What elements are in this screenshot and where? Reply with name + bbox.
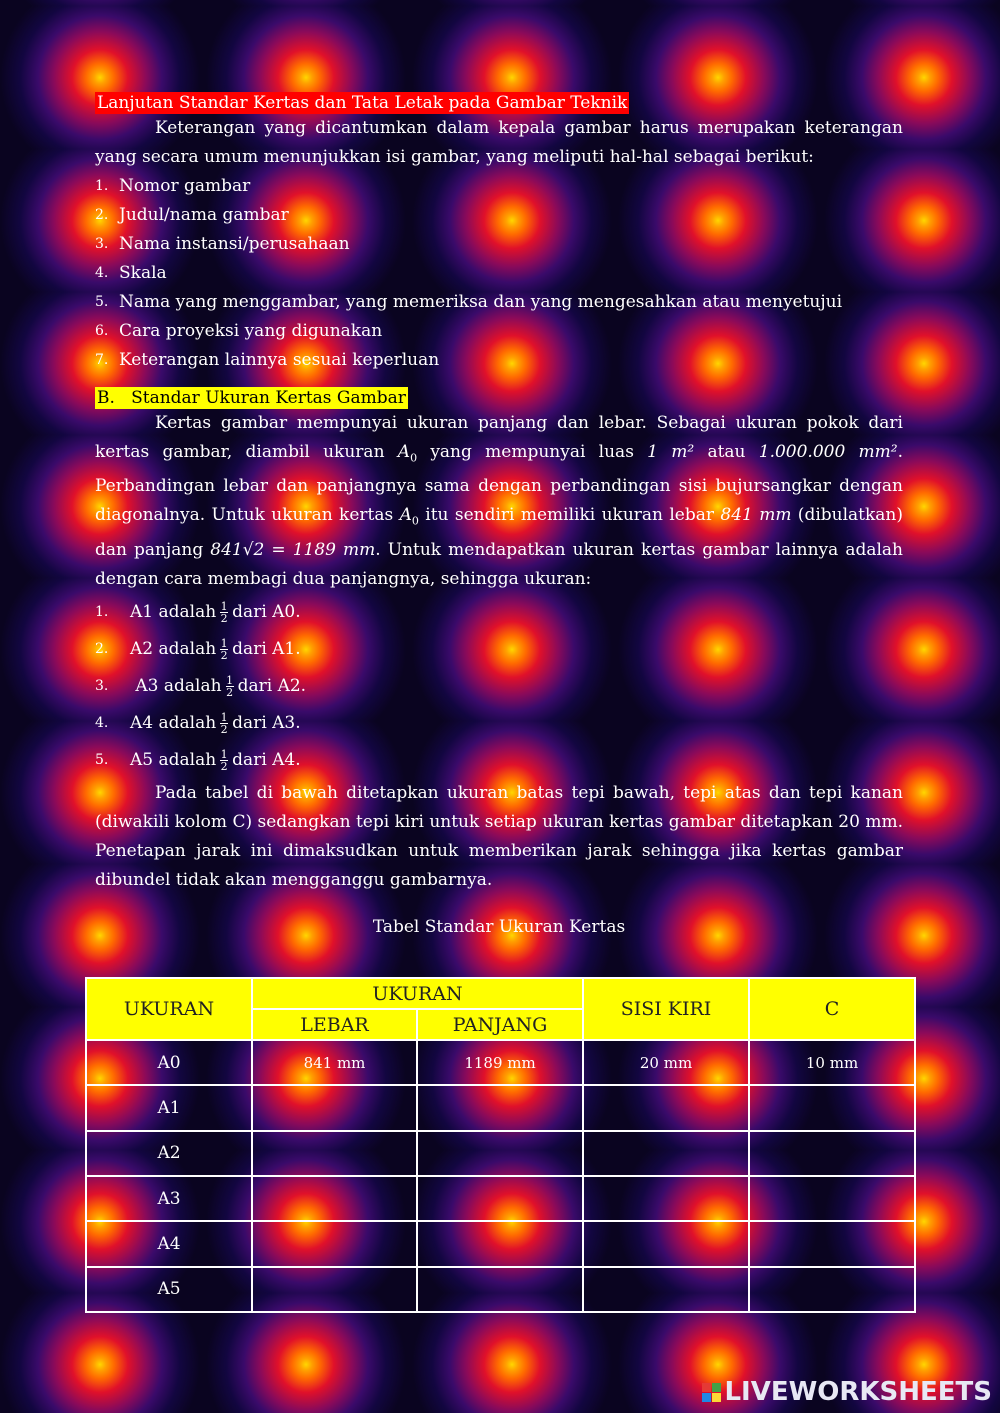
list-item: 4. A4 adalah $\frac{1}{2}$ dari A3. <box>95 710 301 736</box>
cell-panjang: 1189 mm <box>417 1040 583 1085</box>
cell-c-input[interactable] <box>749 1267 915 1312</box>
list-item: 2. A2 adalah $\frac{1}{2}$ dari A1. <box>95 636 301 662</box>
cell-lebar-input[interactable] <box>252 1176 417 1221</box>
logo-square-3 <box>702 1393 711 1402</box>
list-item: 1. A1 adalah $\frac{1}{2}$ dari A0. <box>95 599 301 625</box>
cell-size: A2 <box>86 1131 252 1176</box>
fraction: $\frac{1}{2}$ <box>226 673 234 699</box>
cell-lebar-input[interactable] <box>252 1085 417 1130</box>
liveworksheets-logo-icon <box>702 1383 721 1402</box>
list-item: 2. Judul/nama gambar <box>95 205 289 225</box>
table-caption: Tabel Standar Ukuran Kertas <box>372 916 626 937</box>
list-item: 3. A3 adalah $\frac{1}{2}$ dari A2. <box>95 673 307 699</box>
header-panjang: PANJANG <box>417 1009 583 1040</box>
section-a-intro: Keterangan yang dicantumkan dalam kepala gambar harus merupakan keterangan yang secara umum menunjukkan isi gambar, yang meliputi hal-hal sebagai berikut: <box>95 118 903 167</box>
cell-lebar-input[interactable] <box>252 1267 417 1312</box>
cell-panjang-input[interactable] <box>417 1131 583 1176</box>
cell-c-input[interactable] <box>749 1085 915 1130</box>
list-item: 3. Nama instansi/perusahaan <box>95 234 350 254</box>
header-items-list <box>95 172 903 375</box>
table-row <box>86 1221 915 1266</box>
fraction: $\frac{1}{2}$ <box>220 747 228 773</box>
cell-size: A3 <box>86 1176 252 1221</box>
cell-c-input[interactable] <box>749 1131 915 1176</box>
logo-square-2 <box>712 1383 721 1392</box>
list-item: 1. Nomor gambar <box>95 176 251 196</box>
list-item: 5. A5 adalah $\frac{1}{2}$ dari A4. <box>95 747 301 773</box>
table-row <box>86 1176 915 1221</box>
table-row <box>86 1085 915 1130</box>
list-item: 4. Skala <box>95 263 167 283</box>
cell-c-input[interactable] <box>749 1176 915 1221</box>
cell-size: A4 <box>86 1221 252 1266</box>
cell-size: A1 <box>86 1085 252 1130</box>
cell-sisi-kiri: 20 mm <box>583 1040 749 1085</box>
cell-sisi-kiri-input[interactable] <box>583 1267 749 1312</box>
document-page <box>95 92 903 937</box>
section-b-heading: B. Standar Ukuran Kertas Gambar <box>97 388 406 408</box>
list-item: 7. Keterangan lainnya sesuai keperluan <box>95 350 440 370</box>
paper-size-fraction-list <box>95 594 903 779</box>
header-ukuran-group: UKURAN <box>252 978 583 1009</box>
section-b-paragraph-2: Pada tabel di bawah ditetapkan ukuran batas tepi bawah, tepi atas dan tepi kanan (diwakili kolom C) sedangkan tepi kiri untuk setiap ukuran kertas gambar ditetapkan 20 mm. Penetapan jarak ini dimaksudkan untuk memberikan jarak sehingga jika kertas gambar dibundel tidak akan mengganggu gambarnya. <box>95 782 903 890</box>
header-lebar: LEBAR <box>252 1009 417 1040</box>
watermark-text: LIVEWORKSHEETS <box>724 1377 992 1407</box>
cell-c: 10 mm <box>749 1040 915 1085</box>
cell-sisi-kiri-input[interactable] <box>583 1176 749 1221</box>
fraction: $\frac{1}{2}$ <box>220 599 228 625</box>
cell-panjang-input[interactable] <box>417 1176 583 1221</box>
cell-c-input[interactable] <box>749 1221 915 1266</box>
header-c: C <box>749 978 915 1040</box>
cell-size: A0 <box>86 1040 252 1085</box>
section-a-heading: Lanjutan Standar Kertas dan Tata Letak pada Gambar Teknik <box>97 93 628 113</box>
cell-sisi-kiri-input[interactable] <box>583 1131 749 1176</box>
table-row <box>86 1040 915 1085</box>
cell-panjang-input[interactable] <box>417 1085 583 1130</box>
cell-panjang-input[interactable] <box>417 1221 583 1266</box>
logo-square-1 <box>702 1383 711 1392</box>
cell-size: A5 <box>86 1267 252 1312</box>
cell-lebar-input[interactable] <box>252 1221 417 1266</box>
cell-sisi-kiri-input[interactable] <box>583 1221 749 1266</box>
fraction: $\frac{1}{2}$ <box>220 636 228 662</box>
paper-size-table <box>85 977 916 1313</box>
logo-square-4 <box>712 1393 721 1402</box>
section-b-paragraph-1: Kertas gambar mempunyai ukuran panjang dan lebar. Sebagai ukuran pokok dari kertas gambar, diambil ukuran $A_0$ yang mempunyai luas 1 m² atau 1.000.000 mm². Perbandingan lebar dan panjangnya sama dengan perbandingan sisi bujursangkar dengan diagonalnya. Untuk ukuran kertas $A_0$ itu sendiri memiliki ukuran lebar 841 mm (dibulatkan) dan panjang 841√2 = 1189 mm. Untuk mendapatkan ukuran kertas gambar lainnya adalah dengan cara membagi dua panjangnya, sehingga ukuran: <box>95 413 904 589</box>
liveworksheets-watermark[interactable] <box>702 1377 992 1407</box>
cell-panjang-input[interactable] <box>417 1267 583 1312</box>
cell-sisi-kiri-input[interactable] <box>583 1085 749 1130</box>
header-sisi-kiri: SISI KIRI <box>583 978 749 1040</box>
table-row <box>86 1267 915 1312</box>
list-item: 5. Nama yang menggambar, yang memeriksa dan yang mengesahkan atau menyetujui <box>95 292 843 312</box>
table-row <box>86 1131 915 1176</box>
cell-lebar: 841 mm <box>252 1040 417 1085</box>
list-item: 6. Cara proyeksi yang digunakan <box>95 321 383 341</box>
header-ukuran: UKURAN <box>86 978 252 1040</box>
fraction: $\frac{1}{2}$ <box>220 710 228 736</box>
cell-lebar-input[interactable] <box>252 1131 417 1176</box>
